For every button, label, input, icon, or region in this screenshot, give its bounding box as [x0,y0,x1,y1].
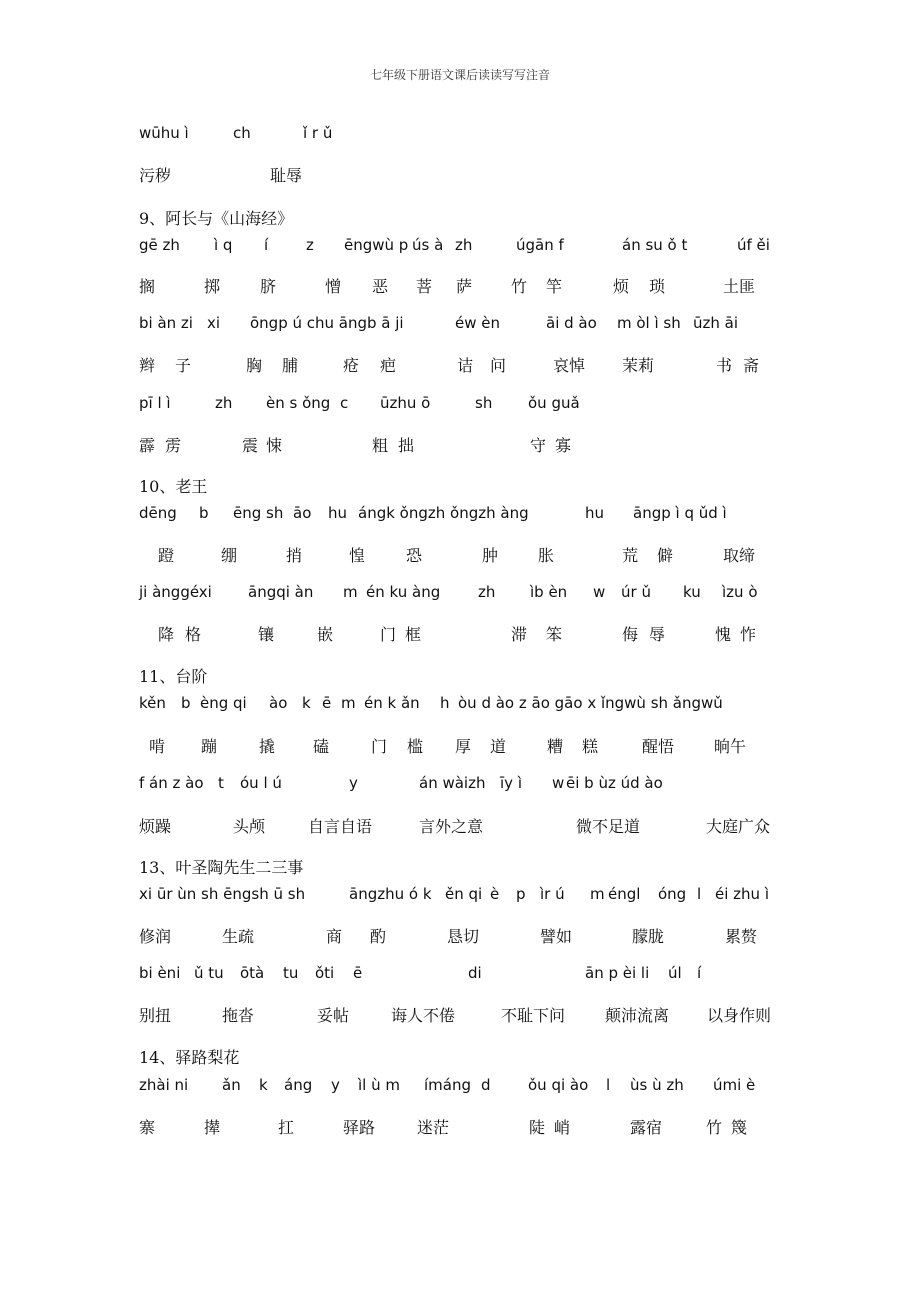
pinyin-text: én k ǎn [364,694,420,712]
pinyin-text: h [440,694,450,712]
pinyin-text: zh [455,236,473,254]
pinyin-text: úr ǔ [621,583,651,601]
hanzi-word: 晌午 [714,737,747,756]
hanzi-word: 降 [158,625,175,644]
pinyin-text: b [199,504,209,522]
hanzi-word: 以身作则 [707,1006,772,1025]
hanzi-word: 妥帖 [317,1006,350,1025]
hanzi-word: 框 [405,625,422,644]
hanzi-word: 颠沛流离 [605,1006,670,1025]
hanzi-word: 槛 [407,737,424,756]
pinyin-line [0,694,920,718]
pinyin-text: én ku àng [366,583,441,601]
hanzi-word: 露宿 [630,1118,663,1137]
hanzi-word: 恶 [372,277,389,296]
hanzi-word: 胸 [246,356,263,375]
hanzi-line [0,163,920,187]
hanzi-word: 震 [242,436,259,455]
hanzi-word: 粗 [372,436,389,455]
hanzi-word: 胀 [538,546,555,565]
hanzi-word: 撵 [204,1118,221,1137]
hanzi-word: 僻 [657,546,674,565]
hanzi-word: 格 [185,625,202,644]
hanzi-line [0,622,920,646]
hanzi-word: 脐 [260,277,277,296]
pinyin-text: ìr ú [540,885,565,903]
pinyin-text: ǎn [222,1076,241,1094]
hanzi-word: 取缔 [723,546,756,565]
hanzi-word: 微不足道 [576,817,641,836]
pinyin-text: ìl ù m [358,1076,400,1094]
hanzi-word: 朦胧 [632,927,665,946]
hanzi-word: 土匪 [723,277,756,296]
hanzi-word: 门 [371,737,388,756]
pinyin-text: t [218,774,224,792]
pinyin-text: ús à [412,236,444,254]
hanzi-word: 磕 [313,737,330,756]
section-title: 9、阿长与《山海经》 [139,209,294,228]
pinyin-text: bi àn zi [139,314,193,332]
hanzi-word: 商 [326,927,343,946]
hanzi-word: 哀悼 [553,356,586,375]
pinyin-text: òu d ào z āo gāo x ǐngwù sh ǎngwǔ [458,694,723,712]
hanzi-word: 拖沓 [222,1006,255,1025]
pinyin-text: ìb èn [530,583,568,601]
hanzi-word: 子 [175,356,192,375]
hanzi-word: 头颅 [233,817,266,836]
pinyin-text: ǒti [315,964,335,982]
pinyin-text: ōtà [240,964,265,982]
pinyin-text: f án z ào [139,774,204,792]
hanzi-word: 竹 [706,1118,723,1137]
pinyin-text: ímáng [424,1076,471,1094]
hanzi-word: 雳 [165,436,182,455]
hanzi-word: 言外之意 [419,817,484,836]
pinyin-text: zh [478,583,496,601]
pinyin-text: ǒu qi ào [528,1076,589,1094]
hanzi-word: 惶 [349,546,366,565]
pinyin-text: āi d ào [546,314,597,332]
pinyin-text: úgān f [516,236,564,254]
hanzi-word: 诲人不倦 [391,1006,456,1025]
pinyin-text: ěn qi [445,885,483,903]
pinyin-text: èng qi [200,694,247,712]
hanzi-word: 茉莉 [622,356,655,375]
hanzi-word: 琐 [649,277,666,296]
pinyin-text: ē [322,694,332,712]
pinyin-line [0,964,920,988]
hanzi-line [0,814,920,838]
pinyin-text: úmi è [713,1076,756,1094]
section-title: 10、老王 [139,477,208,496]
pinyin-text: p [516,885,526,903]
pinyin-line [0,583,920,607]
hanzi-word: 憎 [325,277,342,296]
hanzi-word: 悚 [266,436,283,455]
pinyin-text: hu [328,504,348,522]
pinyin-text: īy ì [500,774,522,792]
pinyin-text: xi [207,314,221,332]
hanzi-word: 侮 [622,625,639,644]
hanzi-word: 陡 [529,1118,546,1137]
pinyin-text: ūzhu ō [380,394,431,412]
pinyin-text: di [468,964,482,982]
pinyin-text: ē [353,964,363,982]
hanzi-word: 菩 [416,277,433,296]
pinyin-text: m [341,694,356,712]
pinyin-text: gē zh [139,236,180,254]
section-title: 13、叶圣陶先生二三事 [139,858,304,877]
pinyin-text: m òl ì sh [617,314,681,332]
pinyin-text: ān p èi li [585,964,650,982]
hanzi-word: 修润 [139,927,172,946]
hanzi-word: 肿 [482,546,499,565]
hanzi-word: 辱 [649,625,666,644]
hanzi-line [0,274,920,298]
pinyin-text: ēngwù p [344,236,409,254]
hanzi-word: 拙 [398,436,415,455]
hanzi-word: 问 [490,356,507,375]
pinyin-text: hu [585,504,605,522]
hanzi-word: 驿路 [343,1118,376,1137]
pinyin-text: úl [668,964,682,982]
pinyin-text: dēng [139,504,177,522]
pinyin-text: ùs ù zh [630,1076,684,1094]
hanzi-line [0,734,920,758]
hanzi-line [0,1003,920,1027]
pinyin-text: ìzu ò [722,583,758,601]
hanzi-word: 糕 [582,737,599,756]
hanzi-word: 绷 [221,546,238,565]
hanzi-word: 镶 [258,625,275,644]
hanzi-word: 寡 [555,436,572,455]
hanzi-word: 耻辱 [270,166,303,185]
hanzi-word: 道 [490,737,507,756]
section-title: 14、驿路梨花 [139,1048,240,1067]
pinyin-text: āngqi àn [248,583,314,601]
pinyin-text: tu [283,964,299,982]
hanzi-word: 荒 [622,546,639,565]
hanzi-word: 辫 [139,356,156,375]
hanzi-word: 醒悟 [642,737,675,756]
pinyin-text: ku [683,583,701,601]
pinyin-line [0,774,920,798]
hanzi-word: 斋 [743,356,760,375]
pinyin-text: āo [293,504,312,522]
hanzi-word: 累赘 [725,927,758,946]
hanzi-word: 生疏 [222,927,255,946]
pinyin-text: d [481,1076,491,1094]
hanzi-line [0,1115,920,1139]
pinyin-text: èn s ǒng [266,394,331,412]
hanzi-word: 霹 [139,436,156,455]
pinyin-text: āngp ì q ǔd ì [633,504,727,522]
pinyin-text: ì q [214,236,233,254]
pinyin-text: y [331,1076,340,1094]
pinyin-text: zh [215,394,233,412]
pinyin-text: l [697,885,702,903]
pinyin-text: éw èn [455,314,500,332]
pinyin-text: ǔ tu [194,964,224,982]
pinyin-line [0,1076,920,1100]
pinyin-line [0,504,920,528]
hanzi-line [0,543,920,567]
pinyin-text: sh [475,394,493,412]
section-title: 11、台阶 [139,667,208,686]
pinyin-text: ēi b ùz úd ào [566,774,663,792]
hanzi-word: 滞 [511,625,528,644]
hanzi-word: 恐 [406,546,423,565]
pinyin-text: w [552,774,565,792]
pinyin-text: zhài ni [139,1076,189,1094]
pinyin-text: m [590,885,605,903]
hanzi-line [0,433,920,457]
hanzi-word: 疮 [343,356,360,375]
pinyin-text: úf ěi [737,236,770,254]
hanzi-line [0,924,920,948]
pinyin-text: ūzh āi [693,314,739,332]
pinyin-text: è [490,885,500,903]
hanzi-word: 诘 [457,356,474,375]
pinyin-text: ǒu guǎ [528,394,580,412]
pinyin-text: ào [269,694,288,712]
pinyin-line [0,394,920,418]
hanzi-word: 啃 [149,737,166,756]
pinyin-text: ǐ r ǔ [303,124,333,142]
pinyin-text: y [349,774,358,792]
pinyin-line [0,885,920,909]
pinyin-text: ji ànggéxi [139,583,212,601]
pinyin-text: ángk ǒngzh ǒngzh àng [358,504,529,522]
hanzi-word: 守 [530,436,547,455]
hanzi-word: 别扭 [139,1006,172,1025]
pinyin-text: m [343,583,358,601]
pinyin-text: óng [658,885,687,903]
pinyin-text: z [306,236,314,254]
pinyin-text: án wàizh [419,774,486,792]
hanzi-line [0,353,920,377]
hanzi-word: 怍 [740,625,757,644]
pinyin-text: wūhu ì [139,124,189,142]
pinyin-text: án su ǒ t [622,236,688,254]
pinyin-text: c [340,394,349,412]
hanzi-word: 厚 [455,737,472,756]
hanzi-word: 掷 [204,277,221,296]
pinyin-text: áng [284,1076,313,1094]
hanzi-word: 蹦 [201,737,218,756]
pinyin-text: ōngp ú chu āngb ā ji [250,314,404,332]
hanzi-word: 脯 [282,356,299,375]
pinyin-text: k [259,1076,268,1094]
pinyin-text: xi ūr ùn sh ēngsh ū sh [139,885,306,903]
hanzi-word: 自言自语 [308,817,373,836]
hanzi-word: 譬如 [540,927,573,946]
hanzi-word: 恳切 [447,927,480,946]
pinyin-text: í [697,964,702,982]
hanzi-word: 愧 [715,625,732,644]
hanzi-word: 嵌 [317,625,334,644]
pinyin-text: ēng [233,504,262,522]
pinyin-text: éngl [608,885,641,903]
hanzi-word: 酌 [370,927,387,946]
pinyin-text: kěn [139,694,166,712]
hanzi-word: 笨 [546,625,563,644]
hanzi-word: 不耻下问 [501,1006,566,1025]
pinyin-line [0,124,920,148]
hanzi-word: 搁 [139,277,156,296]
hanzi-word: 蹬 [158,546,175,565]
hanzi-word: 污秽 [139,166,172,185]
hanzi-word: 烦 [613,277,630,296]
pinyin-line [0,314,920,338]
hanzi-word: 峭 [554,1118,571,1137]
pinyin-text: bi èni [139,964,181,982]
pinyin-text: w [593,583,606,601]
pinyin-text: éi zhu ì [715,885,769,903]
hanzi-word: 捎 [286,546,303,565]
hanzi-word: 寨 [139,1118,156,1137]
pinyin-text: k [302,694,311,712]
pinyin-text: b [181,694,191,712]
hanzi-word: 大庭广众 [706,817,771,836]
hanzi-word: 篾 [731,1118,748,1137]
hanzi-word: 萨 [456,277,473,296]
pinyin-text: sh [266,504,284,522]
pinyin-text: ch [233,124,251,142]
hanzi-word: 糟 [547,737,564,756]
pinyin-text: l [606,1076,611,1094]
hanzi-word: 竹 [511,277,528,296]
pinyin-text: āngzhu ó k [349,885,432,903]
hanzi-word: 书 [716,356,733,375]
hanzi-word: 撬 [259,737,276,756]
hanzi-word: 门 [380,625,397,644]
hanzi-word: 迷茫 [417,1118,450,1137]
hanzi-word: 烦躁 [139,817,172,836]
pinyin-text: í [264,236,269,254]
hanzi-word: 竿 [546,277,563,296]
hanzi-word: 疤 [380,356,397,375]
hanzi-word: 扛 [278,1118,295,1137]
pinyin-line [0,236,920,260]
page-header: 七年级下册语文课后读读写写注音 [369,68,550,82]
pinyin-text: óu l ú [240,774,282,792]
pinyin-text: pī l ì [139,394,171,412]
